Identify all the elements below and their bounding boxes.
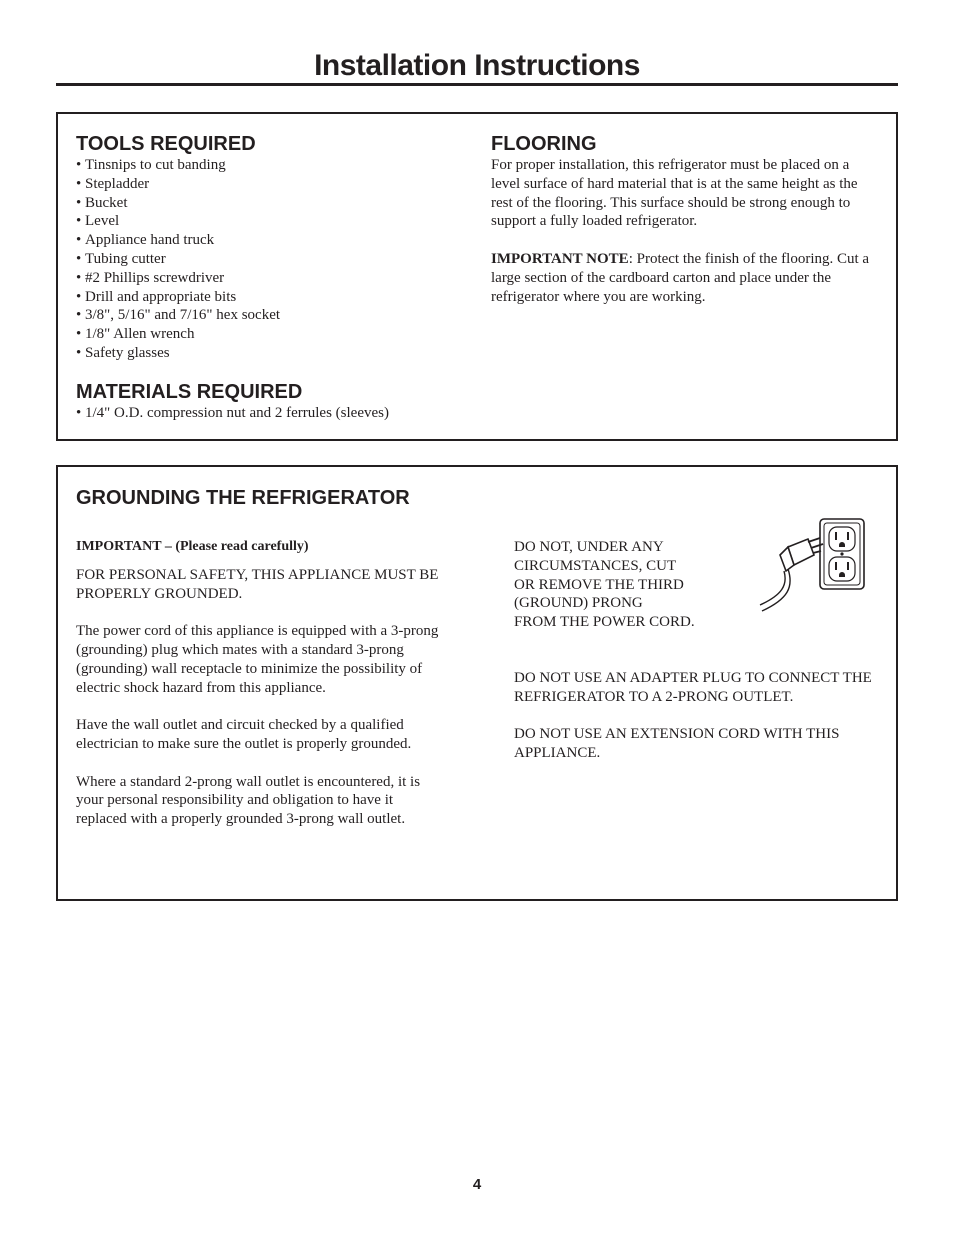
grounding-paragraph: FOR PERSONAL SAFETY, THIS APPLIANCE MUST BE PROPERLY GROUNDED. — [76, 566, 439, 602]
prong-warning — [514, 538, 754, 632]
tools-heading: TOOLS REQUIRED — [76, 133, 256, 155]
prong-warning-lines — [514, 538, 754, 632]
flooring-heading: FLOORING — [491, 133, 597, 155]
page-number: 4 — [472, 1176, 482, 1193]
title-rule — [56, 83, 898, 86]
tool-item: • Tubing cutter — [76, 250, 456, 269]
tool-item: • 1/8" Allen wrench — [76, 325, 456, 344]
tool-item: • Safety glasses — [76, 344, 456, 363]
material-item: • 1/4" O.D. compression nut and 2 ferrules (sleeves) — [76, 404, 496, 423]
extension-warning: DO NOT USE AN EXTENSION CORD WITH THIS APPLIANCE. — [514, 726, 840, 762]
grounding-important: IMPORTANT – (Please read carefully) — [76, 539, 309, 554]
adapter-warning: DO NOT USE AN ADAPTER PLUG TO CONNECT THE REFRIGERATOR TO A 2-PRONG OUTLET. — [514, 670, 872, 705]
page-title: Installation Instructions — [314, 49, 640, 82]
grounding-panel — [56, 465, 898, 901]
prong-warning-line: (GROUND) PRONG — [514, 595, 643, 612]
tool-item: • Level — [76, 212, 456, 231]
materials-list — [76, 404, 496, 423]
grounding-paragraph: Where a standard 2-prong wall outlet is encountered, it is your personal responsibility and obligation to have it replaced with a properly grounded 3-prong wall outlet. — [76, 773, 421, 828]
flooring-paragraph: For proper installation, this refrigerator must be placed on a level surface of hard material that is at the same height as the rest of the flooring. This surface should be strong enough to support a fully loaded refrigerator. — [491, 157, 858, 230]
prong-warning-line: FROM THE POWER CORD. — [514, 614, 695, 631]
tools-flooring-panel — [56, 112, 898, 441]
flooring-note-text: : Protect the finish of the flooring. Cut a large section of the cardboard carton and place under the refrigerator where you are working. — [491, 250, 870, 305]
flooring-text — [491, 156, 879, 306]
flooring-note — [491, 250, 879, 306]
tool-item: • Drill and appropriate bits — [76, 288, 456, 307]
tool-item: • Tinsnips to cut banding — [76, 156, 456, 175]
grounding-paragraph: Have the wall outlet and circuit checked by a qualified electrician to make sure the outlet is properly grounded. — [76, 717, 412, 752]
materials-heading: MATERIALS REQUIRED — [76, 381, 303, 403]
tool-item: • Stepladder — [76, 175, 456, 194]
prong-warning-line: CIRCUMSTANCES, CUT — [514, 557, 677, 574]
tool-item: • #2 Phillips screwdriver — [76, 269, 456, 288]
grounding-heading: GROUNDING THE REFRIGERATOR — [76, 487, 410, 509]
prong-warning-line: OR REMOVE THE THIRD — [514, 576, 684, 593]
prong-warning-line: DO NOT, UNDER ANY — [514, 539, 664, 555]
grounded-plug-and-outlet-icon — [758, 515, 870, 619]
adapter-warnings — [514, 669, 884, 763]
tool-item: • 3/8", 5/16" and 7/16" hex socket — [76, 306, 456, 325]
tool-item: • Appliance hand truck — [76, 231, 456, 250]
grounding-paragraph: The power cord of this appliance is equipped with a 3-prong (grounding) plug which mates with a standard 3-prong (grounding) wall receptacle to minimize the possibility of electric shock hazard from this appliance. — [76, 623, 439, 696]
tools-list — [76, 156, 456, 363]
grounding-paragraphs — [76, 566, 444, 829]
grounding-left-column — [76, 538, 444, 829]
tool-item: • Bucket — [76, 194, 456, 213]
flooring-note-label: IMPORTANT NOTE — [491, 250, 629, 267]
